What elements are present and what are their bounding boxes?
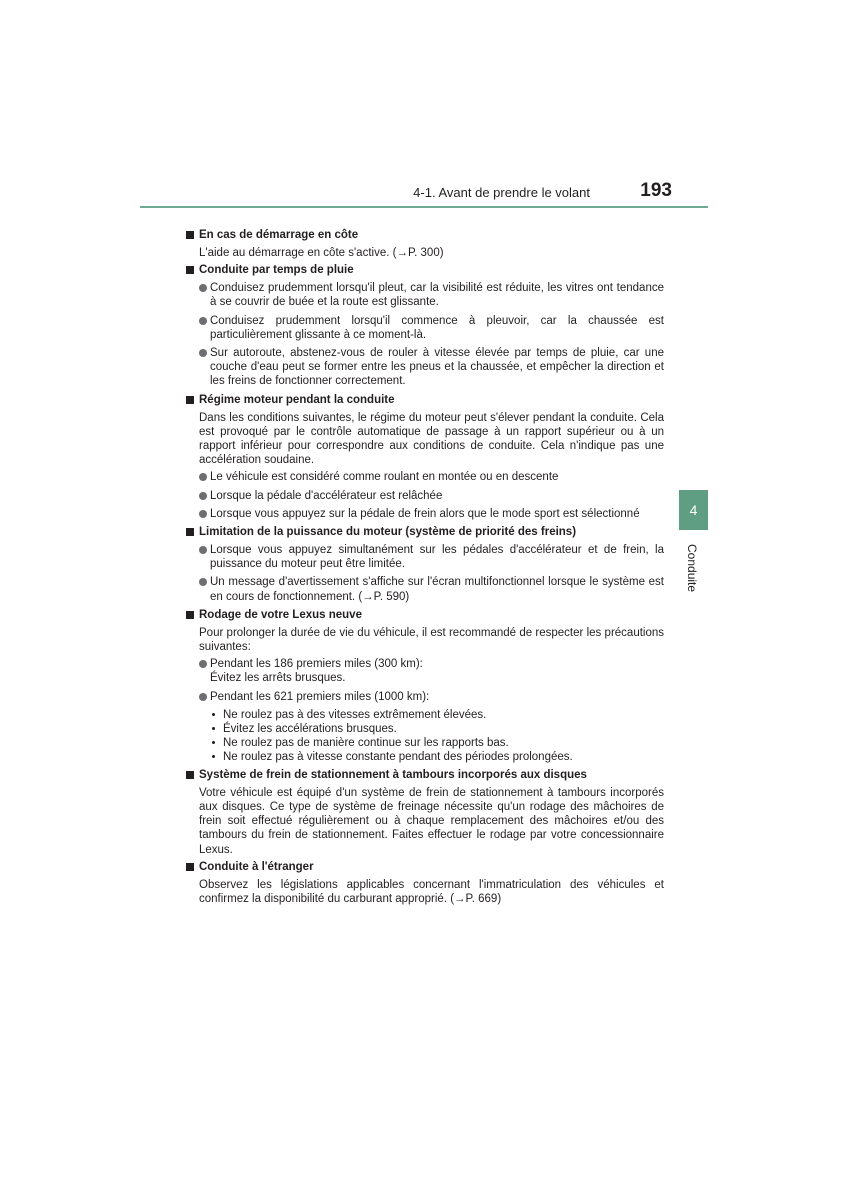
list-item: Le véhicule est considéré comme roulant en montée ou en descente [199,470,664,484]
sub-list-item: Ne roulez pas à vitesse constante pendant des périodes prolongées. [210,750,664,764]
chapter-tab[interactable]: 4 [679,490,708,530]
section-heading: Limitation de la puissance du moteur (système de priorité des freins) [186,525,664,540]
header-title: 4-1. Avant de prendre le volant [413,185,590,200]
section-paragraph: Observez les législations applicables concernant l'immatriculation des véhicules et confirmez la disponibilité du carburant approprié. (→P. 669) [199,878,664,905]
section-heading: Conduite par temps de pluie [186,263,664,278]
header-rule [140,206,708,208]
section-hill-start [186,228,664,260]
section-break-in [186,608,664,765]
small-dot-icon [212,741,215,744]
chapter-label: Conduite [685,544,699,593]
small-dot-icon [212,713,215,716]
list-item: Pendant les 621 premiers miles (1000 km): [199,690,664,704]
page-number: 193 [640,180,672,201]
round-bullet-icon [199,317,207,325]
list-item: Lorsque la pédale d'accélérateur est relâchée [199,489,664,503]
sub-list-item: Évitez les accélérations brusques. [210,722,664,736]
section-paragraph: Votre véhicule est équipé d'un système de frein de stationnement à tambours incorporés aux disques. Ce type de système de freinage nécessite qu'un rodage des mâchoires de frein soit effectué régulièrement ou à chaque remplacement des mâchoires et/ou des tambours du frein de stationnement. Faites effectuer le rodage par votre concessionnaire Lexus. [199,786,664,856]
round-bullet-icon [199,492,207,500]
section-heading: Conduite à l'étranger [186,860,664,875]
square-bullet-icon [186,528,194,536]
list-item: Pendant les 186 premiers miles (300 km): Évitez les arrêts brusques. [199,657,664,685]
section-paragraph: Pour prolonger la durée de vie du véhicule, il est recommandé de respecter les précautions suivantes: [199,626,664,654]
round-bullet-icon [199,473,207,481]
square-bullet-icon [186,231,194,239]
round-bullet-icon [199,546,207,554]
section-heading: Rodage de votre Lexus neuve [186,608,664,623]
list-item: Lorsque vous appuyez simultanément sur les pédales d'accélérateur et de frein, la puissance du moteur peut être limitée. [199,543,664,571]
section-paragraph: Dans les conditions suivantes, le régime du moteur peut s'élever pendant la conduite. Cela est provoqué par le contrôle automatique de passage à un rapport supérieur ou à un rapport inférieur pour correspondre aux conditions de conduite. Cela n'indique pas une accélération soudaine. [199,411,664,467]
section-engine-speed [186,393,664,521]
section-heading: En cas de démarrage en côte [186,228,664,243]
list-item: Un message d'avertissement s'affiche sur l'écran multifonctionnel lorsque le système est en cours de fonctionnement. (→P. 590) [199,575,664,603]
round-bullet-icon [199,578,207,586]
list-item: Lorsque vous appuyez sur la pédale de frein alors que le mode sport est sélectionné [199,507,664,521]
square-bullet-icon [186,611,194,619]
round-bullet-icon [199,349,207,357]
round-bullet-icon [199,660,207,668]
section-heading: Régime moteur pendant la conduite [186,393,664,408]
square-bullet-icon [186,396,194,404]
list-item: Sur autoroute, abstenez-vous de rouler à vitesse élevée par temps de pluie, car une couche d'eau peut se former entre les pneus et la chaussée, et empêcher la direction et les freins de fonctionner correctement. [199,346,664,389]
square-bullet-icon [186,771,194,779]
section-rain-driving [186,263,664,388]
section-driving-abroad [186,860,664,906]
section-paragraph: L'aide au démarrage en côte s'active. (→P. 300) [199,247,444,259]
section-power-limitation [186,525,664,604]
main-content [186,228,664,909]
round-bullet-icon [199,510,207,518]
round-bullet-icon [199,284,207,292]
section-heading: Système de frein de stationnement à tambours incorporés aux disques [186,768,664,783]
round-bullet-icon [199,693,207,701]
section-parking-brake [186,768,664,857]
list-item: Conduisez prudemment lorsqu'il commence à pleuvoir, car la chaussée est particulièrement glissante à ce moment-là. [199,314,664,342]
small-dot-icon [212,755,215,758]
square-bullet-icon [186,863,194,871]
list-item: Conduisez prudemment lorsqu'il pleut, car la visibilité est réduite, les vitres ont tendance à se couvrir de buée et la route est glissante. [199,281,664,309]
small-dot-icon [212,727,215,730]
sub-list-item: Ne roulez pas à des vitesses extrêmement élevées. [210,708,664,722]
sub-list-item: Ne roulez pas de manière continue sur les rapports bas. [210,736,664,750]
square-bullet-icon [186,266,194,274]
